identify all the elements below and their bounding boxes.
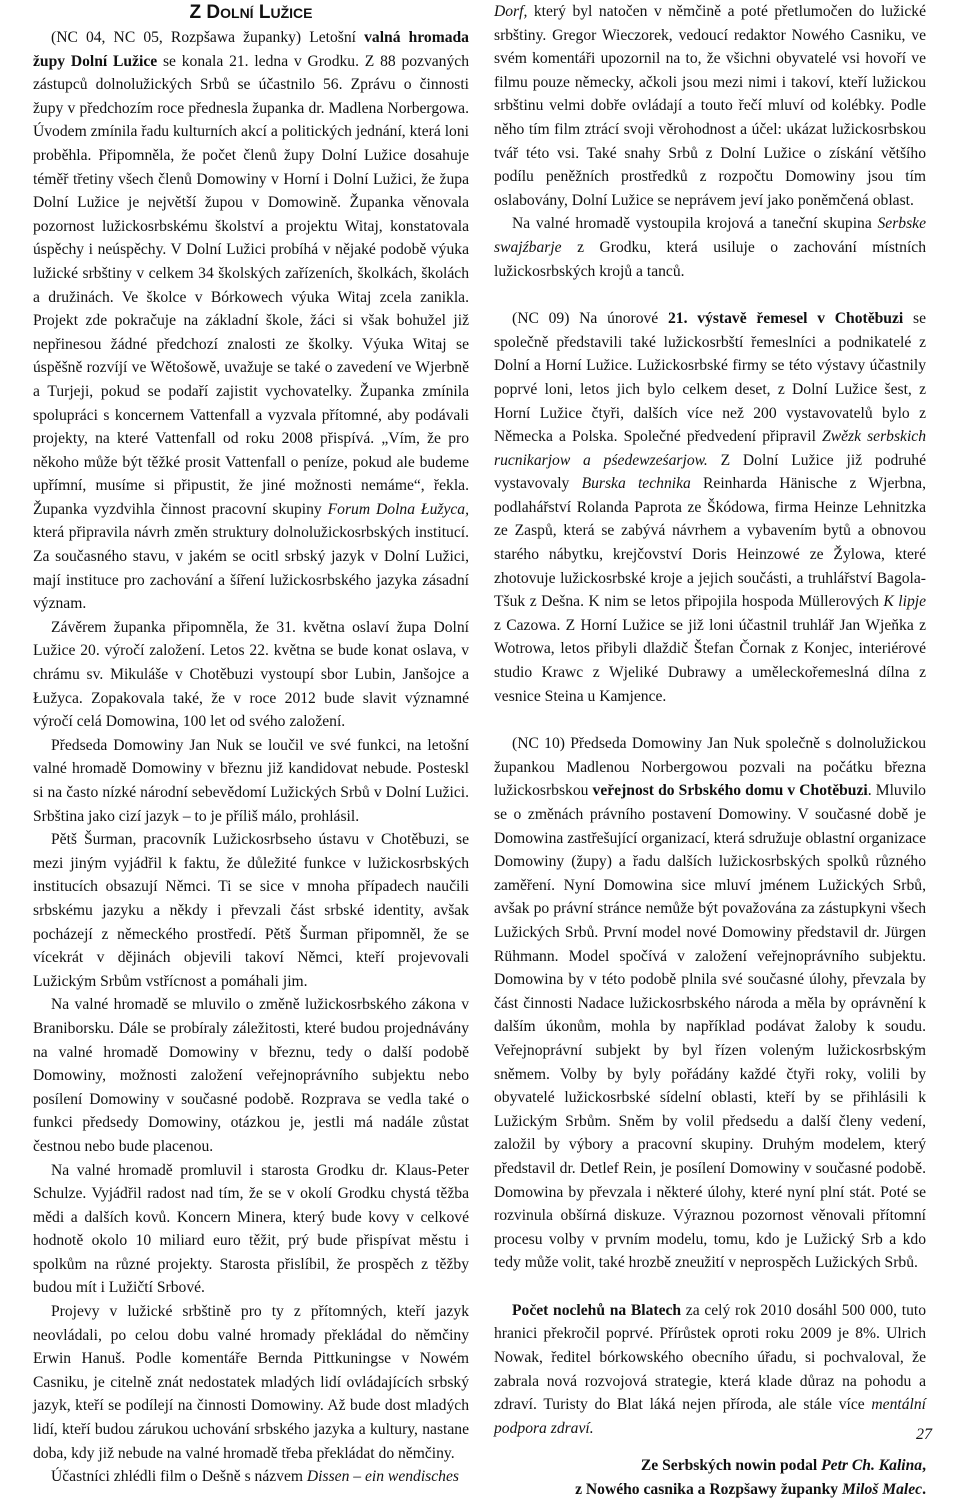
left-body (33, 26, 469, 1489)
bold-text: veřejnost do Srbského domu v Chotěbuzi (592, 782, 868, 800)
paragraph (33, 1465, 469, 1489)
paragraph-gap (494, 708, 926, 732)
paragraph (33, 1159, 469, 1301)
italic-text: Forum Dolna Łužyca, (327, 500, 469, 518)
paragraph-text: který byl natočen v němčině a poté přetlumočen do lužické srbštiny. Gregor Wieczorek, vedoucí redaktor Nowého Casniku, ve svém komentáři upozornil na to, že všichni obyvatelé vsi hovoří ve filmu pouze německy, ačkoli jsou mezi nimi i takoví, kteří lužickou srbštinu velmi dobře ovládají a touto řečí mluví od kolébky. Podle něho tím film ztrácí svoji věrohodnost a účel: ukázat lužickosrbskou tvář této vsi. Také snahy Srbů z Dolní Lužice o získání většího podílu peněžních prostředků z rozpočtu Domowiny jsou tím oslabovány, Dolní Lužice se neprávem jeví jako poněmčená oblast. (494, 3, 926, 209)
paragraph-text: . Mluvilo se o změnách právního postavení Domowiny. V současné době je Domowina zastřešující organizací, která sdružuje oblastní organizace Domowiny (župy) a řadu dalších lužickosrbských spolků různého zaměření. Nyní Domowina sice mluví jménem Lužických Srbů, avšak po právní stránce nemůže být považována za zástupkyni všech Lužických Srbů. První model nové Domowiny představil dr. Jürgen Rühmann. Model spočívá v založení veřejnoprávního subjektu. Domowina by v této podobě plnila své současné úlohy, převzala by část činnosti Nadace lužickosrbského národa a měla by oprávnění k dalším úkonům, mohla by například podávat žaloby k soudu. Veřejnoprávní subjekt by byl řízen voleným lužickosrbským sněmem. Volby by byly pořádány každé čtyři roky, volili by obyvatelé lužickosrbské sídelní oblasti, kteří by se přihlásili k Lužickým Srbům. Sněm by volil předsedu a další členy vedení, založil by výbory a pracovní skupiny. Druhým modelem, který představil dr. Detlef Rein, je posílení Domowiny v současné podobě. Domowina by převzala i některé úlohy, které nyní plní stát. Poté se rozvinula obšírná diskuze. Výraznou pozornost věnovali přítomní procesu volby v prvním modelu, tomu, kdo je Lužický Srb a kdo tedy může volit, také hrozbě zneužití v neprospěch Lužických Srbů. (494, 782, 926, 1272)
paragraph-text: Na valné hromadě vystoupila krojová a taneční skupina (512, 215, 878, 233)
title-part: L (253, 2, 271, 23)
paragraph (33, 26, 469, 616)
paragraph-text: se společně představili také lužickosrbští řemeslníci a podnikatelé z Dolní a Horní Lužice. Lužickosrbské firmy se této výstavy účastnily poprvé loni, letos jich bylo celkem deset, z Dolní Lužice šest, z Horní Lužice čtyři, dalších více než 200 vystavovatelů bylo z Německa a Polska. Společné předvedení připravil (494, 310, 926, 446)
page-number: 27 (916, 1426, 932, 1443)
italic-text: Dissen – ein wendisches (306, 1468, 459, 1486)
italic-text: Serbske swajźbarje (494, 215, 926, 256)
paragraph-text: Na valné hromadě se mluvilo o změně lužickosrbského zákona v Braniborsku. Dále se probíraly záležitosti, které budou projednávány na valné hromadě Domowiny v březnu, tedy o další podobě Domowiny, možnosti založení veřejnoprávního subjektu nebo posílení Domowiny v současné podobě. Rozprava se vedla také o funkci předsedy Domowiny, otázkou je, jestli má nadále zůstat čestnou nebo bude placenou. (33, 996, 469, 1155)
signature-author: Miloš Malec (841, 1481, 923, 1499)
paragraph-text: (NC 04, NC 05, Rozpšawa županky) Letošní (51, 29, 365, 46)
bold-text: Počet noclehů na Blatech (512, 1301, 682, 1319)
paragraph (33, 616, 469, 734)
signature (494, 1454, 926, 1501)
right-body (494, 0, 926, 1440)
paragraph-text: Na valné hromadě promluvil i starosta Grodku dr. Klaus-Peter Schulze. Vyjádřil radost nad tím, že se v okolí Grodku chystá těžba mědi a dalších kovů. Koncern Minera, který bude kovy v celkové hodnotě okolo 10 miliard euro těžit, prý bude přispívat městu i spolkům na různé projekty. Starosta přislíbil, že prospěch z těžby budou mít i Lužičtí Srbové. (33, 1161, 469, 1297)
right-column (494, 0, 926, 1502)
paragraph-text: (NC 09) Na únorové (512, 310, 668, 328)
left-column (33, 0, 469, 1489)
paragraph-text: Pětš Šurman, pracovník Lužickosrbseho ústavu v Chotěbuzi, se mezi jiným vyjádřil k faktu, že důležité funkce v lužickosrbských institucích obsazují Němci. Ti se sice v mnoha případech naučili srbskému jazyku a někdy i převzali část srbské identity, avšak pocházejí z německého prostředí. Pětš Šurman připomněl, že se vícekrát v dějinách objevili takoví Němci, kteří projevovali Lužickým Srbům vstřícnost a pomáhali jim. (33, 831, 469, 990)
title-part: OLNÍ (220, 5, 254, 21)
italic-text: Dorf, (494, 3, 528, 20)
paragraph-text: Projevy v lužické srbštině pro ty z přítomných, kteří jazyk neovládali, po celou dobu valné hromady překládal do němčiny Erwin Hanuš. Podle komentáře Bernda Pittkuningse v Nowém Casniku, je citelně znát nedostatek mladých lidí ovládajících srbský jazyk, kteří se podílejí na činnosti Domowiny. Až bude dost mladých lidí, kteří budou zárukou uchování srbského jazyka a kultury, nastane doba, kdy již nebude na valné hromadě třeba překládat do němčiny. (33, 1303, 469, 1462)
paragraph (494, 212, 926, 283)
article-title (33, 0, 469, 26)
italic-text: mentální podpora zdraví. (494, 1396, 926, 1437)
paragraph (33, 828, 469, 993)
paragraph-text: za celý rok 2010 dosáhl 500 000, tuto hranici překročil poprvé. Přírůstek oproti roku 2009 je 8%. Ulrich Nowak, ředitel bórkowského obecního úřadu, si pochvaloval, že zabrala nová rozvojová strategie, která klade důraz na pohodu a zdraví. Turisty do Blat láká nejen příroda, ale stále více (494, 1301, 926, 1414)
paragraph (494, 307, 926, 708)
paragraph-text: se konala 21. ledna v Grodku. Z 88 pozvaných zástupců dolnolužických Srbů se účastnilo 56. Zprávu o činnosti župy v předchozím roce přednesla županka dr. Madlena Norbergowa. Úvodem zmínila řadu kulturních akcí a politických jednání, která loni proběhla. Připomněla, že počet členů župy Dolní Lužice dosahuje téměř třetiny všech členů Domowiny v Horní i Dolní Lužici, že župa Dolní Lužice je největší župou v Domowině. Županka věnovala pozornost lužickosrbskému školství a projektu Witaj, konstatovala úspěchy i neúspěchy. V Dolní Lužici probíhá v nějaké podobě výuka lužické srbštiny v celkem 34 školských zařízeních, školkách, školách a družinách. Ve školce v Bórkowech výuka Witaj zcela zanikla. Projekt zde pokračuje na základní škole, žáci si však bohužel již nepřinesou žádné předchozí znalosti ze školky. Výuka Witaj se úspěšně rozvíjí ve Wětošowě, uvažuje se také o zavedení ve Wjerbně a Turjeji, pokud se podaří zajistit vychovatelky. Županka zmínila spolupráci s koncernem Vattenfall a vyzvala přítomné, aby podávali projekty, na které Vattenfall od roku 2008 přispívá. „Vím, že pro někoho může být těžké prosit Vattenfall o peníze, pokud ale budeme upřímní, musíme si připustit, že jiné možnosti nemáme“, řekla. Županka vyzdvihla činnost pracovní skupiny (33, 52, 469, 518)
signature-text: , (922, 1457, 926, 1475)
paragraph-text: Účastníci zhlédli film o Dešně s názvem (51, 1468, 307, 1486)
paragraph (33, 734, 469, 828)
signature-text: z Nowého casnika a Rozpšawy županky (575, 1481, 842, 1499)
title-part: Z D (189, 2, 221, 23)
paragraph-text: z Cazowa. Z Horní Lužice se již loni účastnil truhlář Jan Wjeňka z Wotrowa, letos přibyli dlaždič Štefan Čornak z Konjec, interiérové studio Krawc z Wjeliké Dubrawy a uměleckořemeslná dílna z vesnice Steina u Kamjence. (494, 616, 926, 705)
bold-text: valná hromada župy Dolní Lužice (33, 29, 469, 70)
signature-text: . (922, 1481, 926, 1499)
paragraph-text: která připravila návrh změn struktury dolnolužickosrbských institucí. Za současného stavu, v jakém se ocitl srbský jazyk v Dolní Lužici, mají instituce pro zachování a šíření lužickosrbského jazyka zásadní význam. (33, 524, 469, 613)
paragraph-gap (494, 283, 926, 307)
paragraph-text: (NC 10) Předseda Domowiny Jan Nuk společně s dolnolužickou župankou Madlenou Norbergowou pozvali na počátku března lužickosrbskou (494, 735, 926, 800)
italic-text: Zwězk serbskich rucnikarjow a pśedewześarjow. (494, 428, 926, 469)
paragraph (494, 732, 926, 1275)
paragraph (494, 1299, 926, 1441)
signature-author: Petr Ch. Kalina (821, 1457, 923, 1475)
paragraph-text: Předseda Domowiny Jan Nuk se loučil ve své funkci, na letošní valné hromadě Domowiny v březnu již kandidovat nebude. Posteskl si na často nízké národní sebevědomí Lužických Srbů v Dolní Lužici. Srbština jako cizí jazyk – to je příliš málo, prohlásil. (33, 736, 469, 825)
paragraph (33, 993, 469, 1158)
italic-text: K lipje (883, 593, 926, 611)
paragraph (494, 0, 926, 212)
paragraph-gap (494, 1275, 926, 1299)
title-part: UŽICE (270, 5, 313, 21)
signature-text: Ze Serbských nowin podal (640, 1457, 822, 1475)
bold-text: 21. výstavě řemesel v Chotěbuzi (667, 310, 904, 328)
paragraph-text: Závěrem županka připomněla, že 31. května oslaví župa Dolní Lužice 20. výročí založení. Letos 22. května se bude konat oslava, v chrámu sv. Mikuláše v Chotěbuzi vystoupí sbor Lubin, Janšojce a Łužyca. Zopakovala také, že v roce 2012 bude slavit významné výročí celá Domowina, 100 let od svého založení. (33, 618, 469, 731)
paragraph-text: Reinharda Hänische z Wjerbna, podlahářství Rolanda Paprota ze Škódowa, firma Heinze Lehnitzka ze Zaspů, která se zabývá návrhem a vybavením bytů a obnovou starého nábytku, krejčovství Doris Heinzowé ze Žylowa, které zhotovuje lužickosrbské kroje a jejich součásti, a truhlářství Bagola-Tšuk z Dešna. K nim se letos připojila hospoda Müllerových (494, 475, 926, 611)
paragraph-text: z Grodku, která usiluje o zachování místních lužickosrbských krojů a tanců. (494, 238, 926, 280)
paragraph (33, 1300, 469, 1465)
paragraph-text: Z Dolní Lužice již podruhé vystavovaly (494, 451, 926, 493)
italic-text: Burska technika (581, 475, 691, 493)
